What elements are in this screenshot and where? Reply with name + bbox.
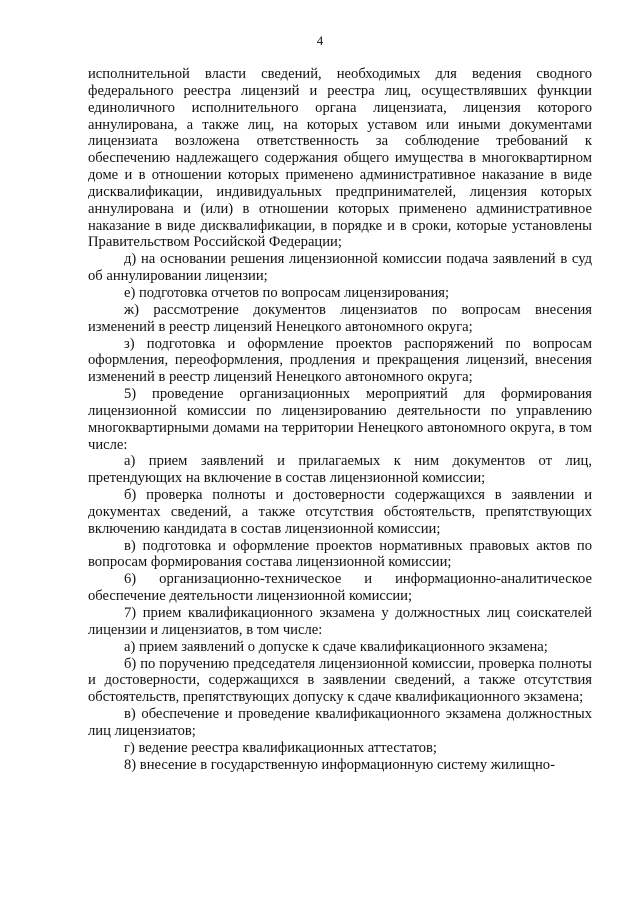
- paragraph: в) обеспечение и проведение квалификационного экзамена должностных лиц лицензиатов;: [88, 706, 592, 739]
- paragraph: 6) организационно-техническое и информационно-аналитическое обеспечение деятельности лицензионной комиссии;: [88, 571, 592, 605]
- paragraph: г) ведение реестра квалификационных аттестатов;: [124, 739, 437, 756]
- paragraph: з) подготовка и оформление проектов распоряжений по вопросам оформления, переоформления, продления и прекращения лицензий, внесения изменений в реестр лицензий Ненецкого автономного округа;: [88, 335, 592, 386]
- paragraph: 7) прием квалификационного экзамена у должностных лиц соискателей лицензии и лицензиатов, в том числе:: [88, 605, 592, 638]
- paragraph: ж) рассмотрение документов лицензиатов по вопросам внесения изменений в реестр лицензий Ненецкого автономного округа;: [88, 301, 592, 335]
- paragraph: 8) внесение в государственную информационную систему жилищно-: [124, 756, 555, 773]
- paragraph: д) на основании решения лицензионной комиссии подача заявлений в суд об аннулировании лицензии;: [88, 251, 592, 285]
- paragraph: б) по поручению председателя лицензионной комиссии, проверка полноты и достоверности, содержащихся в заявлении сведений, а также отсутствия обстоятельств, препятствующих допуску к сдаче квалификационного экзамена;: [88, 655, 592, 706]
- paragraph: в) подготовка и оформление проектов нормативных правовых актов по вопросам формирования состава лицензионной комиссии;: [88, 537, 592, 571]
- page-number: 4: [316, 33, 324, 48]
- document-body: [88, 66, 592, 773]
- paragraph: исполнительной власти сведений, необходимых для ведения сводного федерального реестра лицензий и реестра лиц, осуществлявших функции единоличного исполнительного органа лицензиата, лицензия которого аннулирована, а также лиц, на которых уставом или иными документами лицензиата возложена ответственность за соблюдение требований к обеспечению надлежащего содержания общего имущества в многоквартирном доме и в отношении которых применено административное наказание в виде дисквалификации, индивидуальных предпринимателей, лицензия которых аннулирована и (или) в отношении которых применено административное наказание в виде дисквалификации, в порядке и в сроки, которые установлены Правительством Российской Федерации;: [88, 66, 592, 251]
- paragraph: е) подготовка отчетов по вопросам лицензирования;: [124, 284, 450, 301]
- paragraph: 5) проведение организационных мероприятий для формирования лицензионной комиссии по лицензированию деятельности по управлению многоквартирными домами на территории Ненецкого автономного округа, в том числе:: [88, 386, 592, 453]
- paragraph: а) прием заявлений о допуске к сдаче квалификационного экзамена;: [124, 638, 548, 655]
- paragraph: б) проверка полноты и достоверности содержащихся в заявлении и документах сведений, а также отсутствия обстоятельств, препятствующих включению кандидата в состав лицензионной комиссии;: [88, 487, 592, 537]
- paragraph: а) прием заявлений и прилагаемых к ним документов от лиц, претендующих на включение в состав лицензионной комиссии;: [88, 453, 592, 487]
